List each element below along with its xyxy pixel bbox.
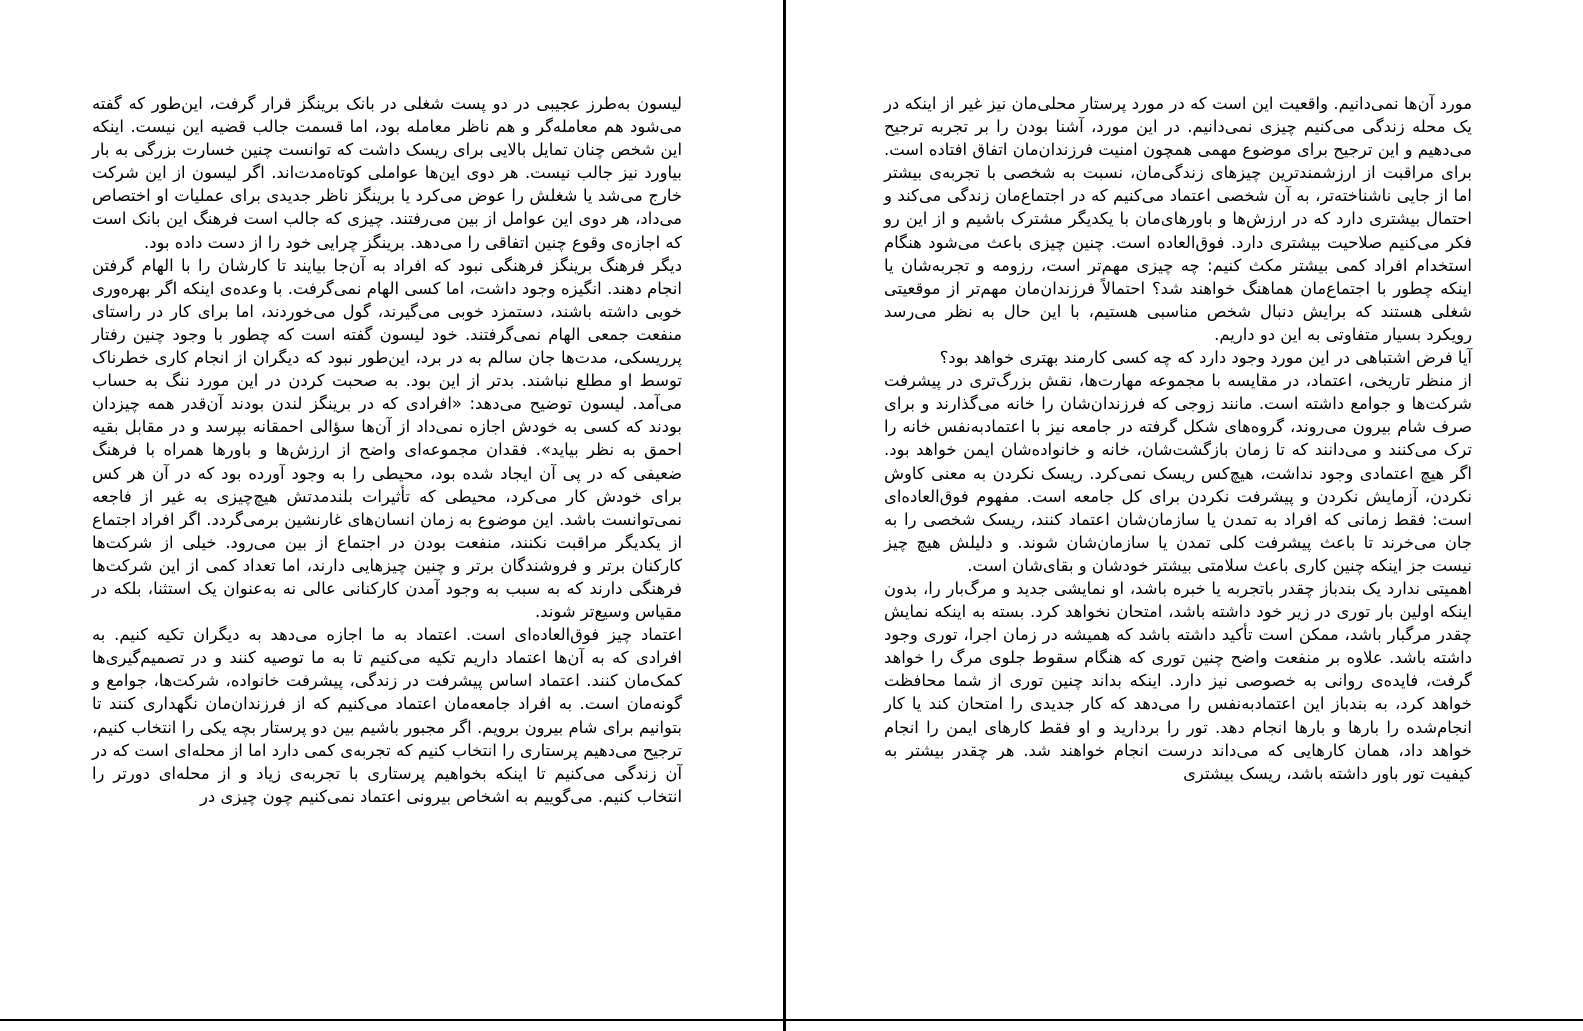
right-page-text xyxy=(884,92,1472,785)
right-page xyxy=(786,0,1583,1031)
left-page-text xyxy=(92,92,682,808)
paragraph: دیگر فرهنگ برینگز فرهنگی نبود که افراد به آن‌جا بیایند تا کارشان را با الهام گرفتن انجام دهند. انگیزه وجود داشت، اما کسی الهام نمی‌گرفت. با وعده‌ی اینکه اگر بهره‌وری خوبی داشته باشند، دستمزد خوبی می‌گیرند، گول می‌خوردند، اما برای کار در راستای منفعت جمعی الهام نمی‌گرفتند. خود لیسون گفته است که چطور با وجود چنین رفتار پرریسکی، مدت‌ها جان سالم به در برد، این‌طور نبود که دیگران از انجام کاری خطرناک توسط او مطلع نباشند. بدتر از این بود. به صحبت کردن در این مورد ننگ به حساب می‌آمد. لیسون توضیح می‌دهد: «افرادی که در برینگز لندن بودند آن‌قدر همه چیزدان بودند که کسی به خودش اجازه نمی‌داد از آن‌ها سؤالی احمقانه بپرسد و در مقابل بقیه احمق به نظر بیاید». فقدان مجموعه‌ای واضح از ارزش‌ها و باورها همراه با فرهنگ ضعیفی که در پی آن ایجاد شده بود، محیطی را به وجود آورده بود که در آن هر کس برای خودش کار می‌کرد، محیطی که تأثیرات بلندمدتش هیچ‌چیزی به غیر از فاجعه نمی‌توانست باشد. این موضوع به زمان انسان‌های غارنشین برمی‌گردد. اگر افراد اجتماع از یکدیگر مراقبت نکنند، منفعت بودن در اجتماع از بین می‌رود. خیلی از شرکت‌ها کارکنان برتر و فروشندگان برتر و چنین چیزهایی دارند، اما تعداد کمی از این شرکت‌ها فرهنگی دارند که به سبب به وجود آمدن کارکنانی عالی نه به‌عنوان یک استثنا، بلکه در مقیاس وسیع‌تر شوند. xyxy=(92,255,682,622)
paragraph: مورد آن‌ها نمی‌دانیم. واقعیت این است که در مورد پرستار محلی‌مان نیز غیر از اینکه در یک محله زندگی می‌کنیم چیزی نمی‌دانیم. در این مورد، آشنا بودن را بر تجربه ترجیح می‌دهیم و این ترجیح برای موضوع مهمی همچون امنیت فرزندان‌مان اتفاق افتاده است. برای مراقبت از ارزشمندترین چیزهای زندگی‌مان، نسبت به شخصی با تجربه‌ی بیشتر اما از جایی ناشناخته‌تر، به آن شخصی اعتماد می‌کنیم که در اجتماع‌مان زندگی می‌کند و احتمال بیشتری دارد که در ارزش‌ها و باورهای‌مان با یکدیگر مشترک باشیم و از این رو فکر می‌کنیم صلاحیت بیشتری دارد. فوق‌العاده است. چنین چیزی باعث می‌شود هنگام استخدام افراد کمی بیشتر مکث کنیم: چه چیزی مهم‌تر است، رزومه و تجربه‌شان یا اینکه چطور با اجتماع‌مان هماهنگ خواهند شد؟ احتمالاً فرزندان‌مان مهم‌تر از موقعیتی شغلی هستند که برایش دنبال شخص مناسبی هستیم، با این حال به نظر می‌رسد رویکرد بسیار متفاوتی به این دو داریم. xyxy=(884,94,1472,344)
left-page xyxy=(0,0,783,1031)
bottom-edge-rule xyxy=(0,1019,1583,1021)
paragraph: لیسون به‌طرز عجیبی در دو پست شغلی در بانک برینگز قرار گرفت، این‌طور که گفته می‌شود هم معامله‌گر و هم ناظر معامله بود، اما قسمت جالب قضیه این نیست. اینکه این شخص چنان تمایل بالایی برای ریسک داشت که توانست چنین خسارت بزرگی به بار بیاورد نیز جالب نیست. هر دوی این‌ها عواملی کوتاه‌مدت‌اند. اگر لیسون از این شرکت خارج می‌شد یا شغلش را عوض می‌کرد یا برینگز ناظر جدیدی برای عملیات او اختصاص می‌داد، هر دوی این عوامل از بین می‌رفتند. چیزی که جالب است فرهنگ این بانک است که اجازه‌ی وقوع چنین اتفاقی را می‌دهد. برینگز چرایی خود را از دست داده بود. xyxy=(92,94,682,252)
paragraph: آیا فرض اشتباهی در این مورد وجود دارد که چه کسی کارمند بهتری خواهد بود؟ xyxy=(939,348,1472,368)
paragraph: از منظر تاریخی، اعتماد، در مقایسه با مجموعه مهارت‌ها، نقش بزرگ‌تری در پیشرفت شرکت‌ها و جوامع داشته است. مانند زوجی که فرزندان‌شان را خانه می‌گذارند و برای صرف شام بیرون می‌روند، گروه‌های شکل گرفته در جامعه نیز با اعتمادبه‌نفس خانه را ترک می‌کنند و می‌دانند که تا زمان بازگشت‌شان، خانه و خانواده‌شان ایمن خواهد بود. اگر هیچ اعتمادی وجود نداشت، هیچ‌کس ریسک نمی‌کرد. ریسک نکردن به معنی کاوش نکردن، آزمایش نکردن و پیشرفت نکردن برای کل جامعه است. مفهوم فوق‌العاده‌ای است: فقط زمانی که افراد به تمدن یا سازمان‌شان اعتماد کنند، ریسک شخصی را به جان می‌خرند تا باعث پیشرفت کلی تمدن یا سازمان‌شان شوند. و دلیلش هیچ چیز نیست جز اینکه چنین کاری باعث سلامتی بیشتر خودشان و بقای‌شان است. xyxy=(884,371,1472,575)
paragraph: اهمیتی ندارد یک بندباز چقدر باتجربه یا خبره باشد، او نمایشی جدید و مرگ‌بار را، بدون اینکه اولین بار توری در زیر خود داشته باشد، امتحان نخواهد کرد. بسته به اینکه نمایش چقدر مرگبار باشد، ممکن است تأکید داشته باشد که همیشه در زمان اجرا، توری وجود داشته باشد. علاوه بر منفعت واضح چنین توری که هنگام سقوط جلوی مرگ را خواهد گرفت، فایده‌ی روانی به خصوصی نیز دارد. اینکه بداند چنین توری از شما محافظت خواهد کرد، به بندباز این اعتمادبه‌نفس را می‌دهد که کار جدیدی را امتحان کند یا کار انجام‌شده را بارها و بارها انجام دهد. تور را بردارید و او فقط کارهای ایمن را انجام خواهد داد، همان کارهایی که می‌داند درست انجام خواهند شد. هر چقدر بیشتر به کیفیت تور باور داشته باشد، ریسک بیشتری xyxy=(884,578,1472,783)
paragraph: اعتماد چیز فوق‌العاده‌ای است. اعتماد به ما اجازه می‌دهد به دیگران تکیه کنیم. به افرادی که به آن‌ها اعتماد داریم تکیه می‌کنیم تا به ما توصیه کنند و در تصمیم‌گیری‌ها کمک‌مان کنند. اعتماد اساس پیشرفت در زندگی، پیشرفت خانواده، شرکت‌ها، جوامع و گونه‌مان است. به افراد جامعه‌مان اعتماد می‌کنیم که از فرزندان‌مان نگهداری کنند تا بتوانیم برای شام بیرون برویم. اگر مجبور باشیم بین دو پرستار بچه یکی را انتخاب کنیم، ترجیح می‌دهیم پرستاری را انتخاب کنیم که تجربه‌ی کمی دارد اما از محله‌ای است که در آن زندگی می‌کنیم تا اینکه بخواهیم پرستاری با تجربه‌ی زیاد و از محله‌ای دورتر را انتخاب کنیم. می‌گوییم به اشخاص بیرونی اعتماد نمی‌کنیم چون چیزی در xyxy=(92,625,682,806)
